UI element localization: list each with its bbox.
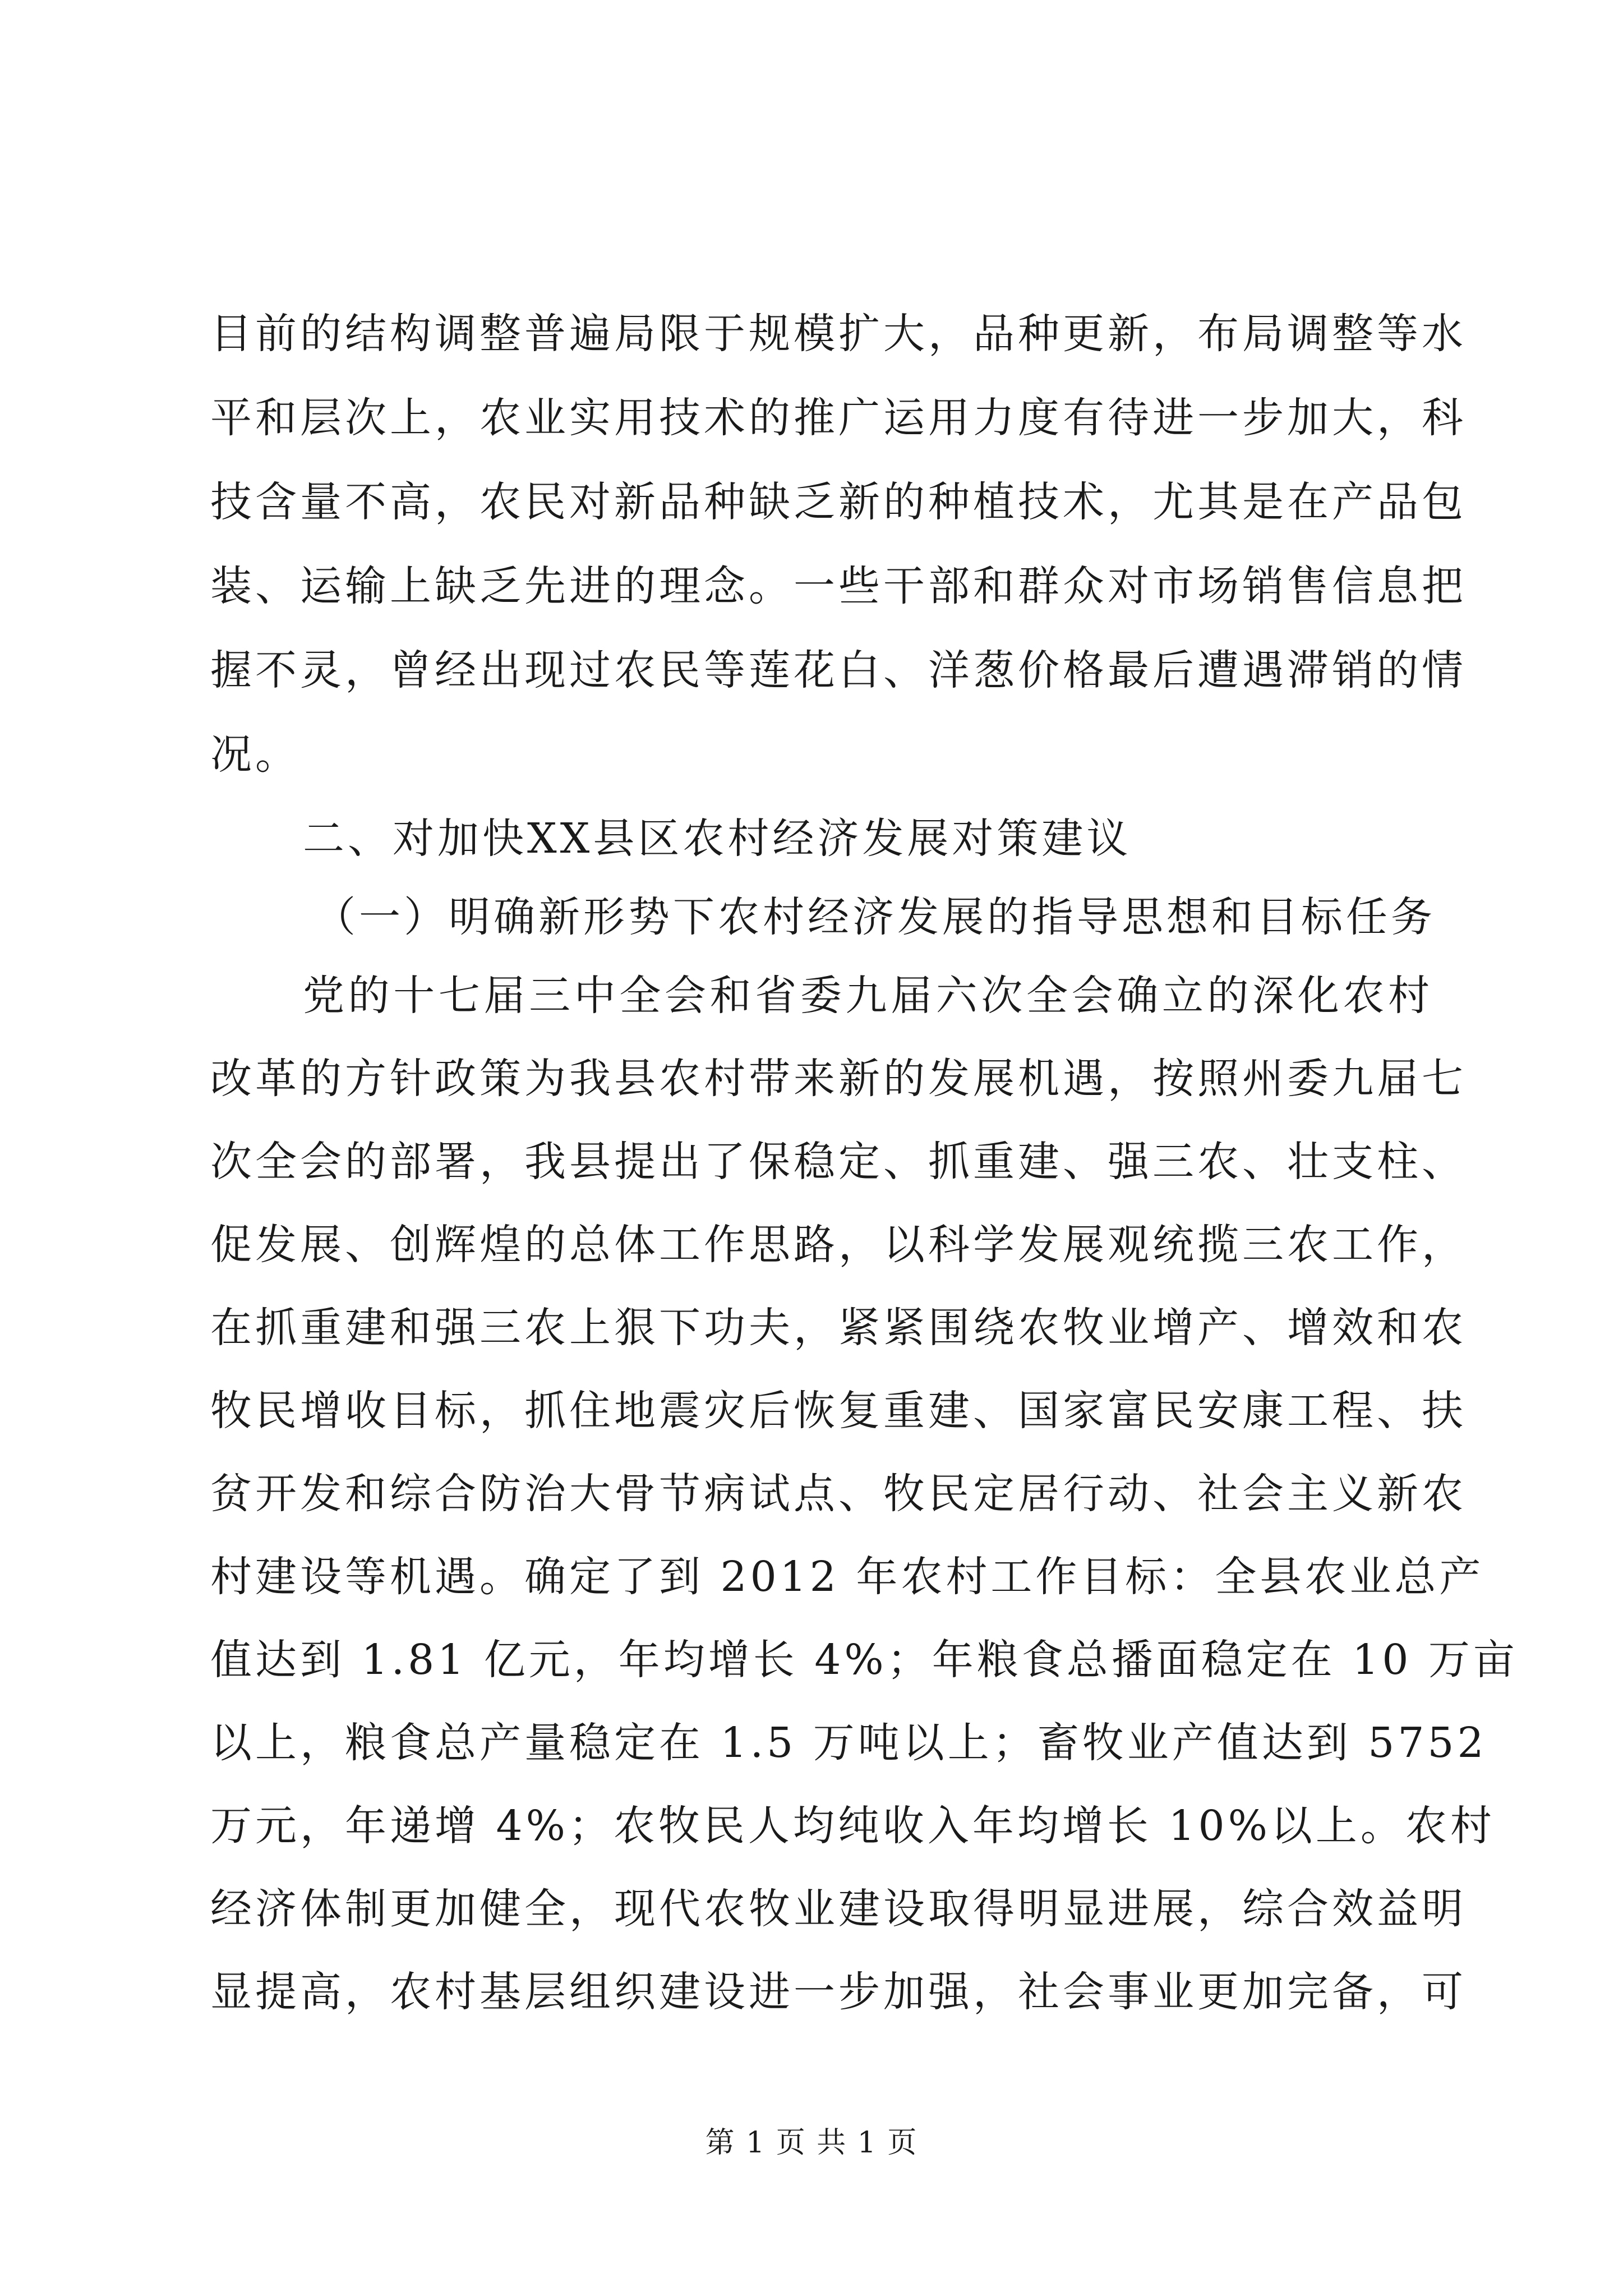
body-text-line: 况。 bbox=[210, 730, 300, 779]
body-text-line: 促发展、创辉煌的总体工作思路，以科学发展观统揽三农工作， bbox=[210, 1221, 1467, 1269]
body-text-line: 在抓重建和强三农上狠下功夫，紧紧围绕农牧业增产、增效和农 bbox=[210, 1304, 1467, 1352]
body-text-line: 党的十七届三中全会和省委九届六次全会确立的深化农村 bbox=[303, 972, 1433, 1020]
body-text-line: 握不灵，曾经出现过农民等莲花白、洋葱价格最后遭遇滞销的情 bbox=[210, 646, 1467, 694]
body-text-line: 显提高，农村基层组织建设进一步加强，社会事业更加完备，可 bbox=[210, 1968, 1467, 2016]
body-text-line: 万元，年递增 4%；农牧民人均纯收入年均增长 10%以上。农村 bbox=[210, 1802, 1495, 1850]
body-text-line: 值达到 1.81 亿元，年均增长 4%；年粮食总播面稳定在 10 万亩 bbox=[210, 1636, 1518, 1684]
body-text-line: 村建设等机遇。确定了到 2012 年农村工作目标：全县农业总产 bbox=[210, 1553, 1484, 1601]
section-heading: 二、对加快XX县区农村经济发展对策建议 bbox=[303, 815, 1132, 863]
body-text-line: 经济体制更加健全，现代农牧业建设取得明显进展，综合效益明 bbox=[210, 1885, 1467, 1933]
page-footer: 第 1 页 共 1 页 bbox=[705, 2126, 918, 2160]
body-text-line: 平和层次上，农业实用技术的推广运用力度有待进一步加大，科 bbox=[210, 394, 1467, 442]
body-text-line: 技含量不高，农民对新品种缺乏新的种植技术，尤其是在产品包 bbox=[210, 478, 1467, 526]
body-text-line: 贫开发和综合防治大骨节病试点、牧民定居行动、社会主义新农 bbox=[210, 1470, 1467, 1518]
body-text-line: 目前的结构调整普遍局限于规模扩大，品种更新，布局调整等水 bbox=[210, 310, 1467, 358]
body-text-line: 牧民增收目标，抓住地震灾后恢复重建、国家富民安康工程、扶 bbox=[210, 1387, 1467, 1435]
body-text-line: 改革的方针政策为我县农村带来新的发展机遇，按照州委九届七 bbox=[210, 1055, 1467, 1103]
body-text-line: 以上，粮食总产量稳定在 1.5 万吨以上；畜牧业产值达到 5752 bbox=[210, 1719, 1487, 1767]
body-text-line: 装、运输上缺乏先进的理念。一些干部和群众对市场销售信息把 bbox=[210, 562, 1467, 610]
subsection-heading: （一）明确新形势下农村经济发展的指导思想和目标任务 bbox=[314, 893, 1436, 941]
body-text-line: 次全会的部署，我县提出了保稳定、抓重建、强三农、壮支柱、 bbox=[210, 1138, 1467, 1186]
